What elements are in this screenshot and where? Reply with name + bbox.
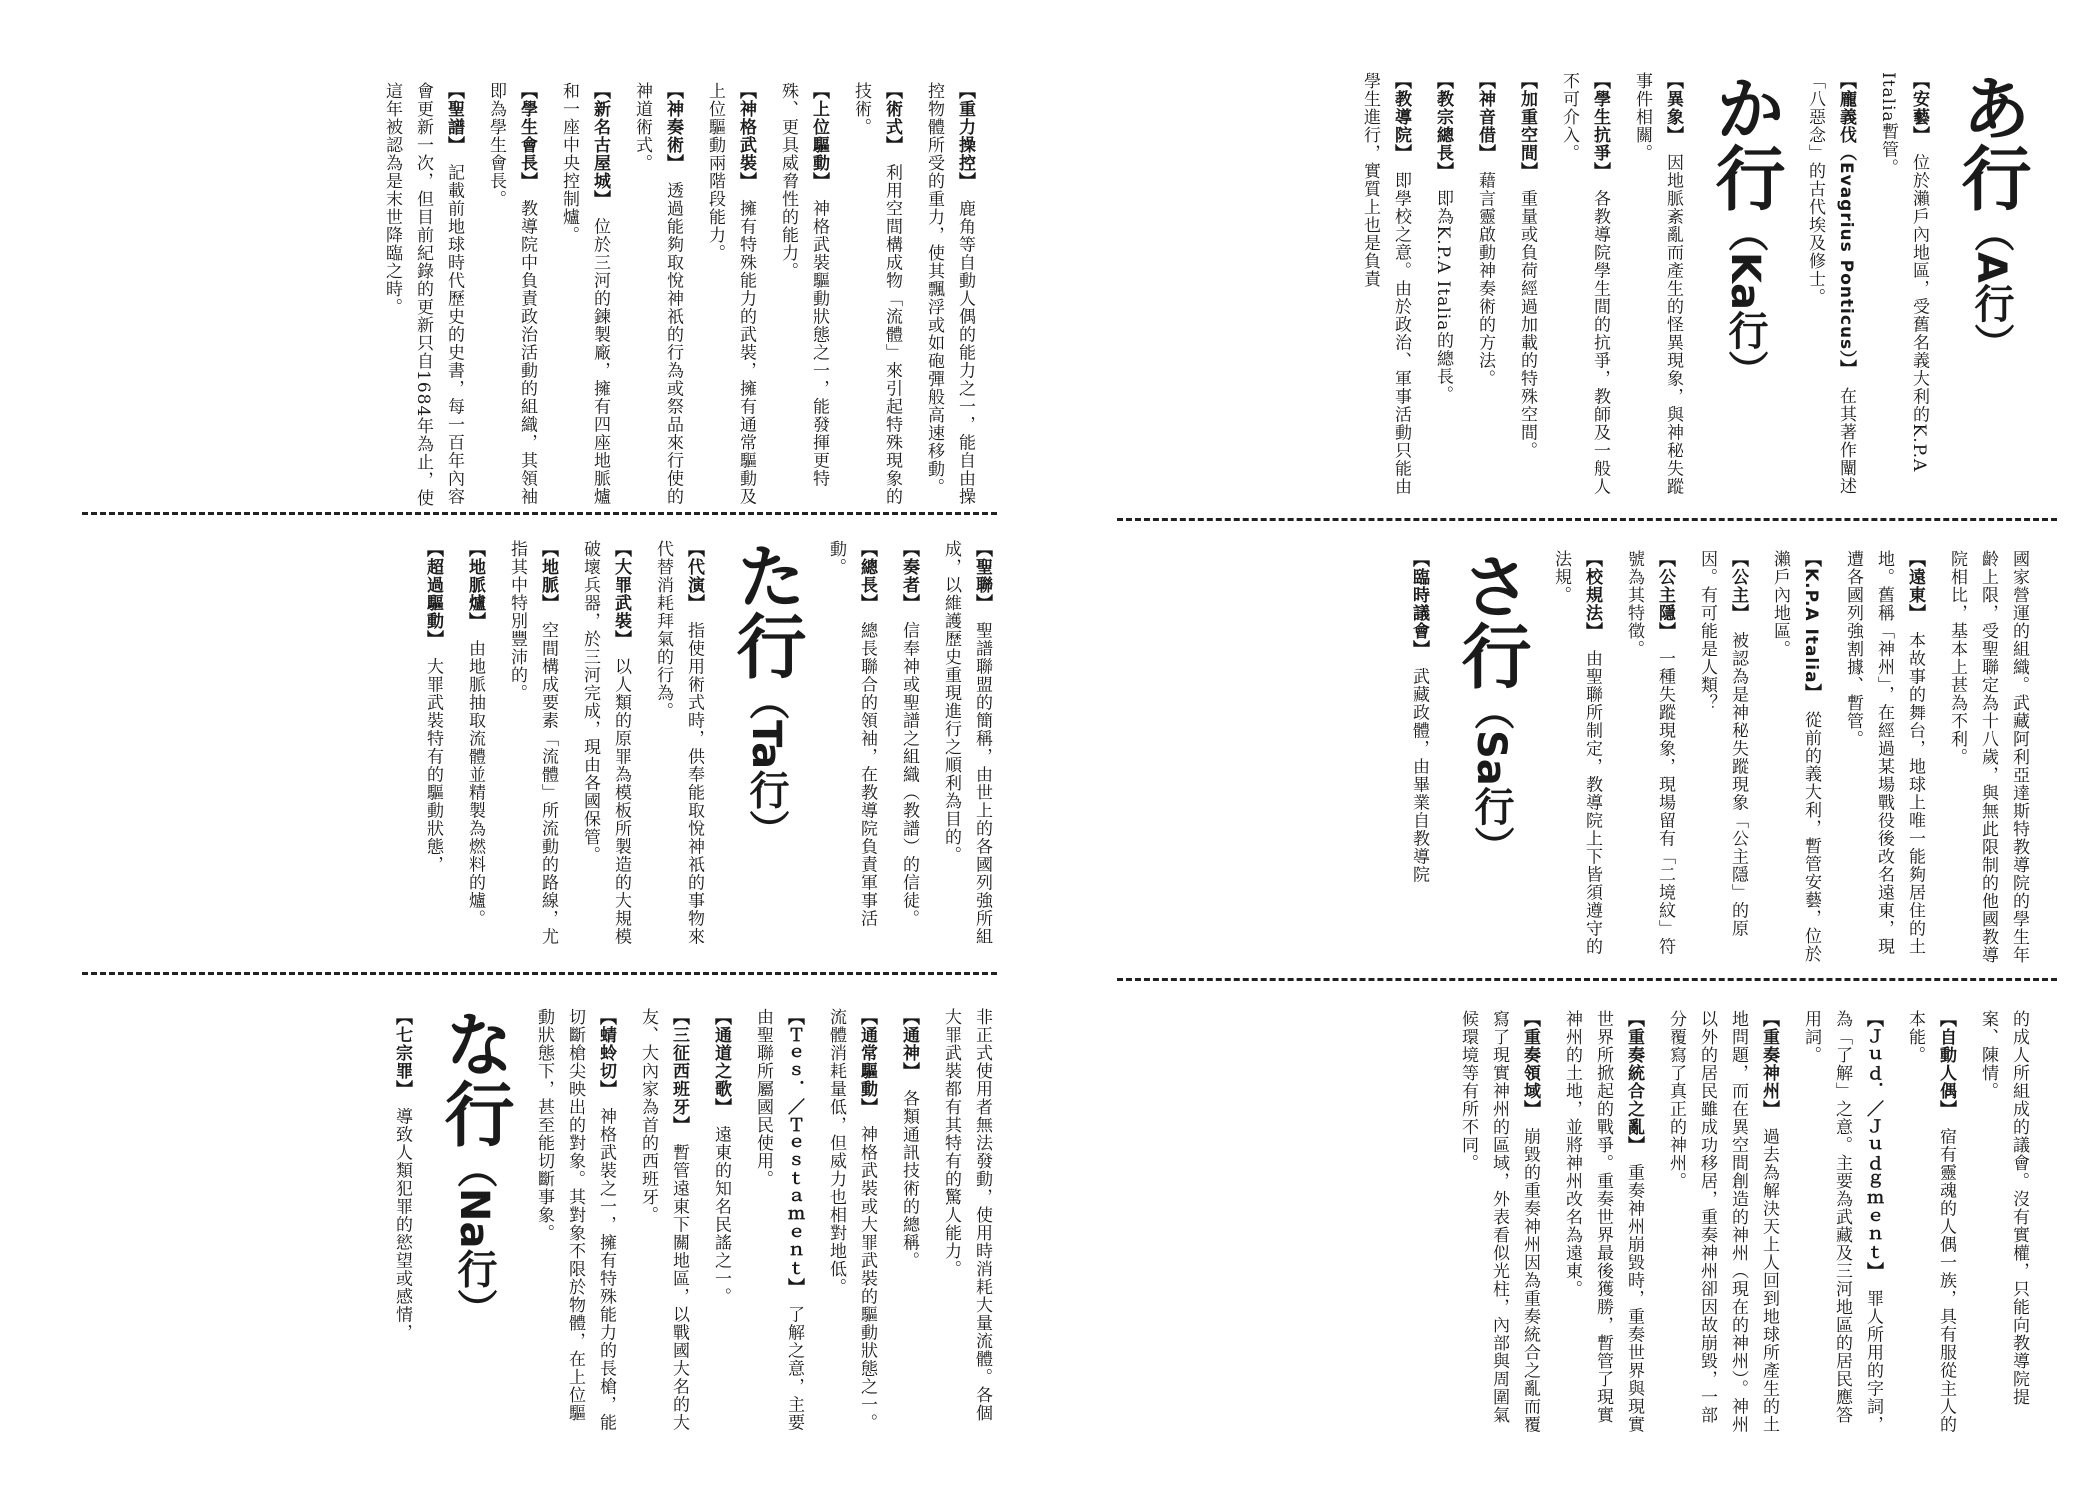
term-bracket-close: 】 — [955, 172, 975, 182]
entry-term: 公主 — [1728, 568, 1748, 604]
term-bracket-close: 】 — [1409, 640, 1429, 650]
entry-definition: 罪人所用的字詞，為「了解」之意。主要為武藏及三河地區的居民應答用詞。 — [1801, 1010, 1883, 1434]
term-bracket-open: 【 — [538, 540, 558, 558]
term-bracket-open: 【 — [1409, 550, 1429, 568]
term-bracket-open: 【 — [1759, 1010, 1779, 1028]
entry-definition: 被認為是神秘失蹤現象「公主隱」的原因。有可能是人類？ — [1697, 550, 1748, 938]
term-bracket-close: 】 — [899, 1062, 919, 1072]
glossary-entry — [1553, 72, 1615, 512]
entry-term: 教導院 — [1391, 90, 1411, 144]
entry-definition: 的成人所組成的議會。沒有實權，只能向教導院提案、陳情。 — [1978, 1010, 2029, 1406]
entry-term: 通神 — [899, 1026, 919, 1062]
entry-term: 重奏領域 — [1520, 1028, 1540, 1100]
entry-definition: 即為K.P.A Italia的總長。 — [1433, 189, 1453, 404]
right-band-3 — [1104, 1010, 2034, 1440]
entry-term: 奏者 — [899, 558, 919, 594]
heading-romanization: （Ta行） — [743, 680, 789, 850]
left-divider-1 — [82, 512, 997, 515]
entry-definition: 神格武裝驅動狀態之一，能發揮更特殊、更具威脅性的能力。 — [778, 82, 829, 488]
term-bracket-open: 【 — [1663, 72, 1683, 90]
entry-term: 地脈爐 — [465, 558, 485, 612]
glossary-entry — [1618, 550, 1680, 968]
entry-definition: 在其著作闡述「八惡念」的古代埃及修士。 — [1805, 72, 1856, 496]
term-bracket-open: 【 — [711, 1008, 731, 1026]
glossary-entry — [632, 1008, 694, 1438]
glossary-entry — [1545, 550, 1607, 968]
glossary-entry — [893, 1008, 924, 1438]
entry-definition: 以人類的原罪為模板所製造的大規模破壞兵器，於三河完成，現由各國保管。 — [580, 540, 631, 946]
entry-definition: 非正式使用者無法發動，使用時消耗大量流體。各個大罪武裝都有其特有的驚人能力。 — [941, 1008, 992, 1422]
term-bracket-open: 【 — [882, 82, 902, 100]
entry-term: 三征西班牙 — [669, 1026, 689, 1116]
glossary-entry — [747, 1008, 809, 1438]
glossary-entry — [1427, 72, 1458, 512]
entry-term: 神格武裝 — [736, 100, 756, 172]
entry-term: 神音借 — [1475, 90, 1495, 144]
entry-term: Ｔｅｓ．／Ｔｅｓｔａｍｅｎｔ — [784, 1026, 804, 1278]
glossary-entry — [417, 540, 448, 958]
glossary-entry — [935, 540, 997, 958]
term-bracket-close: 】 — [1590, 162, 1610, 172]
glossary-entry — [705, 1008, 736, 1438]
heading-kana: あ行 — [1950, 72, 2032, 212]
glossary-entry — [1799, 72, 1861, 512]
entry-term: 龐義伐（Evagrius Ponticus） — [1836, 90, 1856, 360]
term-bracket-close: 】 — [590, 190, 610, 200]
entry-term: 自動人偶 — [1936, 1028, 1956, 1100]
glossary-entry — [386, 1008, 417, 1438]
term-bracket-open: 【 — [899, 1008, 919, 1026]
heading-romanization: （A行） — [1968, 212, 2014, 363]
entry-term: 臨時議會 — [1409, 568, 1429, 640]
entry-definition: 神格武裝或大罪武裝的驅動狀態之一。流體消耗量低，但威力也相對地低。 — [826, 1008, 877, 1432]
term-bracket-close: 】 — [465, 612, 485, 622]
right-band-1 — [1104, 72, 2034, 512]
term-bracket-close: 】 — [809, 172, 829, 182]
entry-definition: 透過能夠取悅神祇的行為或祭品來行使的神道術式。 — [632, 82, 683, 506]
entry-term: 代演 — [684, 558, 704, 594]
entry-definition: 藉言靈啟動神奏術的方法。 — [1475, 171, 1495, 388]
section-heading — [1948, 72, 2034, 512]
entry-definition: 信奉神或聖譜之組織（教譜）的信徒。 — [899, 621, 919, 928]
glossary-entry — [820, 1008, 882, 1438]
entry-definition: 暫管遠東下關地區，以戰國大名的大友、大內家為首的西班牙。 — [638, 1008, 689, 1432]
entry-definition: 導致人類犯罪的慾望或感情， — [392, 1107, 412, 1342]
term-bracket-close: 】 — [1391, 144, 1411, 154]
entry-continuation — [935, 1008, 997, 1438]
term-bracket-close: 】 — [736, 172, 756, 182]
entry-definition: 大罪武裝特有的驅動狀態， — [423, 657, 443, 874]
entry-definition: 由聖聯所制定，教導院上下皆須遵守的法規。 — [1551, 550, 1602, 956]
term-bracket-open: 【 — [809, 82, 829, 100]
entry-term: 新名古屋城 — [590, 100, 610, 190]
heading-kana: か行 — [1704, 72, 1786, 212]
entry-term: 聖聯 — [972, 558, 992, 594]
term-bracket-open: 【 — [465, 540, 485, 558]
glossary-entry — [1764, 550, 1826, 968]
glossary-entry — [647, 540, 709, 958]
term-bracket-close: 】 — [1909, 126, 1929, 136]
entry-definition: 神格武裝之一，擁有特殊能力的長槍，能切斷槍尖映出的對象。其對象不限於物體，在上位驅動狀態下，甚至能切斷事象。 — [534, 1008, 616, 1432]
term-bracket-close: 】 — [684, 594, 704, 604]
entry-term: 公主隱 — [1655, 568, 1675, 622]
entry-term: 加重空間 — [1517, 90, 1537, 162]
term-bracket-open: 【 — [1582, 550, 1602, 568]
entry-definition: 空間構成要素「流體」所流動的路線，尤指其中特別豐沛的。 — [507, 540, 558, 946]
glossary-entry — [553, 82, 615, 512]
term-bracket-close: 】 — [711, 1098, 731, 1108]
term-bracket-close: 】 — [596, 1080, 616, 1090]
term-bracket-open: 【 — [1936, 1010, 1956, 1028]
entry-definition: 聖譜聯盟的簡稱，由世上的各國列強所組成，以維護歷史重現進行之順利為目的。 — [941, 540, 992, 946]
term-bracket-open: 【 — [444, 82, 464, 100]
term-bracket-close: 】 — [1905, 604, 1925, 614]
term-bracket-open: 【 — [596, 1008, 616, 1026]
entry-definition: 各類通訊技術的總稱。 — [899, 1089, 919, 1270]
term-bracket-open: 【 — [1863, 1010, 1883, 1028]
glossary-entry — [699, 82, 761, 512]
term-bracket-close: 】 — [444, 136, 464, 146]
heading-kana: な行 — [433, 1008, 515, 1148]
term-bracket-close: 】 — [1655, 622, 1675, 632]
term-bracket-close: 】 — [972, 594, 992, 604]
entry-term: 安藝 — [1909, 90, 1929, 126]
entry-definition: 因地脈紊亂而產生的怪異現象，與神秘失蹤事件相關。 — [1632, 72, 1683, 496]
term-bracket-close: 】 — [1517, 162, 1537, 172]
entry-term: 超過驅動 — [423, 558, 443, 630]
term-bracket-open: 【 — [899, 540, 919, 558]
entry-term: Ｊｕｄ．／Ｊｕｄｇｍｅｎｔ — [1863, 1028, 1883, 1262]
term-bracket-open: 【 — [684, 540, 704, 558]
term-bracket-close: 】 — [611, 630, 631, 640]
right-divider-1 — [1117, 518, 2057, 521]
entry-definition: 國家營運的組織。武藏阿利亞達斯特教導院的學生年齡上限，受聖聯定為十八歲，與無此限制的他國教導院相比，基本上甚為不利。 — [1947, 550, 2029, 964]
left-band-3 — [50, 1008, 997, 1438]
term-bracket-open: 【 — [1391, 72, 1411, 90]
term-bracket-close: 】 — [423, 630, 443, 640]
term-bracket-close: 】 — [663, 154, 683, 164]
entry-definition: 鹿角等自動人偶的能力之一，能自由操控物體所受的重力，使其飄浮或如砲彈般高速移動。 — [924, 82, 975, 506]
entry-definition: 宿有靈魂的人偶一族，具有服從主人的本能。 — [1905, 1010, 1956, 1434]
term-bracket-close: 】 — [1520, 1100, 1540, 1110]
term-bracket-close: 】 — [1759, 1100, 1779, 1110]
term-bracket-close: 】 — [1728, 604, 1748, 614]
term-bracket-close: 】 — [1863, 1262, 1883, 1272]
glossary-entry — [480, 82, 542, 512]
glossary-entry — [1556, 1010, 1649, 1440]
entry-term: 異象 — [1663, 90, 1683, 126]
glossary-entry — [1872, 72, 1934, 512]
term-bracket-open: 【 — [423, 540, 443, 558]
term-bracket-close: 】 — [669, 1116, 689, 1126]
glossary-entry — [893, 540, 924, 958]
entry-term: 地脈 — [538, 558, 558, 594]
glossary-entry — [626, 82, 688, 512]
entry-definition: 指使用術式時，供奉能取悅神祇的事物來代替消耗拜氣的行為。 — [653, 540, 704, 946]
heading-romanization: （Na行） — [451, 1148, 497, 1329]
entry-definition: 從前的義大利，暫管安藝，位於瀨戶內地區。 — [1770, 550, 1821, 964]
entry-definition: 即學校之意。由於政治、軍事活動只能由學生進行，實質上也是負責 — [1360, 72, 1411, 496]
term-bracket-close: 】 — [882, 136, 902, 146]
glossary-entry — [918, 82, 980, 512]
entry-term: 上位驅動 — [809, 100, 829, 172]
heading-kana: た行 — [725, 540, 807, 680]
entry-term: 遠東 — [1905, 568, 1925, 604]
entry-definition: 一種失蹤現象，現場留有「二境紋」符號為其特徵。 — [1624, 550, 1675, 956]
heading-romanization: （Ka行） — [1722, 212, 1768, 390]
term-bracket-open: 【 — [1475, 72, 1495, 90]
term-bracket-close: 】 — [857, 1098, 877, 1108]
entry-definition: 崩毀的重奏神州因為重奏統合之亂而覆寫了現實神州的區域，外表看似光柱，內部與周圍氣候環境等有所不同。 — [1458, 1010, 1540, 1434]
entry-definition: 位於三河的鍊製廠，擁有四座地脈爐和一座中央控制爐。 — [559, 82, 610, 506]
heading-kana: さ行 — [1450, 550, 1532, 690]
term-bracket-open: 【 — [517, 82, 537, 100]
entry-continuation — [1972, 1010, 2034, 1440]
term-bracket-open: 【 — [1655, 550, 1675, 568]
entry-term: 七宗罪 — [392, 1026, 412, 1080]
right-band-2 — [1104, 550, 2034, 968]
term-bracket-open: 【 — [1433, 72, 1453, 90]
term-bracket-open: 【 — [669, 1008, 689, 1026]
entry-definition: 武藏政體，由畢業自教導院 — [1409, 667, 1429, 884]
term-bracket-close: 】 — [1433, 162, 1453, 172]
glossary-entry — [376, 82, 469, 512]
glossary-entry — [1899, 1010, 1961, 1440]
term-bracket-open: 【 — [1624, 1010, 1644, 1028]
glossary-entry — [1626, 72, 1688, 512]
left-divider-2 — [82, 972, 997, 975]
entry-definition: 重量或負荷經過加載的特殊空間。 — [1517, 189, 1537, 460]
term-bracket-close: 】 — [1475, 144, 1495, 154]
entry-definition: 各教導院學生間的抗爭，教師及一般人不可介入。 — [1559, 72, 1610, 496]
glossary-entry — [1660, 1010, 1784, 1440]
term-bracket-open: 【 — [1905, 550, 1925, 568]
glossary-entry — [574, 540, 636, 958]
entry-definition: 本故事的舞台，地球上唯一能夠居住的土地。舊稱「神州」，在經過某場戰役後改名遠東，現遭各國列強割據、暫管。 — [1843, 550, 1925, 956]
term-bracket-close: 】 — [517, 172, 537, 182]
term-bracket-open: 【 — [1520, 1010, 1540, 1028]
glossary-entry — [1837, 550, 1930, 968]
entry-term: 通道之歌 — [711, 1026, 731, 1098]
term-bracket-close: 】 — [784, 1278, 804, 1288]
entry-definition: 總長聯合的領袖，在教導院負責軍事活動。 — [826, 540, 877, 928]
heading-romanization: （Sa行） — [1468, 690, 1514, 866]
entry-term: 術式 — [882, 100, 902, 136]
section-heading — [431, 1008, 517, 1438]
term-bracket-open: 【 — [1728, 550, 1748, 568]
section-heading — [1448, 550, 1534, 968]
glossary-entry — [845, 82, 907, 512]
term-bracket-open: 【 — [955, 82, 975, 100]
entry-definition: 由地脈抽取流體並精製為燃料的爐。 — [465, 639, 485, 928]
term-bracket-close: 】 — [1936, 1100, 1956, 1110]
term-bracket-open: 【 — [1801, 550, 1821, 568]
entry-term: 重奏神州 — [1759, 1028, 1779, 1100]
glossary-entry — [501, 540, 563, 958]
term-bracket-open: 【 — [1517, 72, 1537, 90]
term-bracket-close: 】 — [538, 594, 558, 604]
term-bracket-open: 【 — [611, 540, 631, 558]
term-bracket-close: 】 — [1801, 683, 1821, 694]
glossary-entry — [528, 1008, 621, 1438]
entry-term: 蜻蛉切 — [596, 1026, 616, 1080]
glossary-entry — [459, 540, 490, 958]
term-bracket-open: 【 — [784, 1008, 804, 1026]
entry-term: 重力操控 — [955, 100, 975, 172]
term-bracket-close: 】 — [857, 594, 877, 604]
entry-definition: 位於瀨戶內地區，受舊名義大利的K.P.A Italia暫管。 — [1878, 72, 1929, 473]
glossary-entry — [1354, 72, 1416, 512]
term-bracket-open: 【 — [972, 540, 992, 558]
term-bracket-open: 【 — [1836, 72, 1856, 90]
entry-definition: 遠東的知名民謠之一。 — [711, 1125, 731, 1306]
term-bracket-close: 】 — [1582, 622, 1602, 632]
left-band-2 — [50, 540, 997, 958]
section-heading — [1702, 72, 1788, 512]
term-bracket-open: 【 — [663, 82, 683, 100]
section-heading — [723, 540, 809, 958]
entry-definition: 了解之意，主要由聖聯所屬國民使用。 — [753, 1008, 804, 1432]
entry-definition: 擁有特殊能力的武裝，擁有通常驅動及上位驅動兩階段能力。 — [705, 82, 756, 506]
right-divider-2 — [1117, 978, 2057, 981]
term-bracket-open: 【 — [590, 82, 610, 100]
glossary-entry — [1403, 550, 1434, 968]
term-bracket-open: 【 — [857, 540, 877, 558]
term-bracket-close: 】 — [899, 594, 919, 604]
entry-term: 大罪武裝 — [611, 558, 631, 630]
glossary-entry — [1452, 1010, 1545, 1440]
entry-definition: 教導院中負責政治活動的組織，其領袖即為學生會長。 — [486, 82, 537, 506]
term-bracket-close: 】 — [392, 1080, 412, 1090]
glossary-entry — [820, 540, 882, 958]
term-bracket-open: 【 — [1590, 72, 1610, 90]
entry-definition: 重奏神州崩毀時，重奏世界與現實世界所掀起的戰爭。重奏世界最後獲勝，暫管了現實神州的土地，並將神州改名為遠東。 — [1562, 1010, 1644, 1434]
glossary-entry — [1469, 72, 1500, 512]
entry-term: K.P.A Italia — [1801, 568, 1821, 684]
entry-term: 神奏術 — [663, 100, 683, 154]
entry-term: 學生會長 — [517, 100, 537, 172]
entry-term: 學生抗爭 — [1590, 90, 1610, 162]
entry-term: 教宗總長 — [1433, 90, 1453, 162]
entry-term: 聖譜 — [444, 100, 464, 136]
glossary-entry — [1795, 1010, 1888, 1440]
term-bracket-close: 】 — [1663, 126, 1683, 136]
entry-term: 通常驅動 — [857, 1026, 877, 1098]
term-bracket-open: 【 — [392, 1008, 412, 1026]
entry-term: 總長 — [857, 558, 877, 594]
left-band-1 — [50, 82, 980, 512]
entry-definition: 過去為解決天上人回到地球所產生的土地問題，而在異空間創造的神州（現在的神州）。神州以外的居民雖成功移居，重奏神州卻因故崩毀，一部分覆寫了真正的神州。 — [1666, 1010, 1779, 1434]
entry-definition: 記載前地球時代歷史的史書，每一百年內容會更新一次，但目前紀錄的更新只自1684年為止，使這年被認為是末世降臨之時。 — [382, 82, 464, 508]
glossary-entry — [1691, 550, 1753, 968]
entry-definition: 利用空間構成物「流體」來引起特殊現象的技術。 — [851, 82, 902, 506]
term-bracket-open: 【 — [736, 82, 756, 100]
term-bracket-open: 【 — [857, 1008, 877, 1026]
right-page — [1047, 0, 2094, 1500]
entry-term: 重奏統合之亂 — [1624, 1028, 1644, 1136]
entry-continuation — [1941, 550, 2034, 968]
entry-term: 校規法 — [1582, 568, 1602, 622]
glossary-entry — [772, 82, 834, 512]
glossary-entry — [1511, 72, 1542, 512]
term-bracket-close: 】 — [1624, 1136, 1644, 1146]
term-bracket-open: 【 — [1909, 72, 1929, 90]
term-bracket-close: 】 — [1836, 359, 1856, 370]
